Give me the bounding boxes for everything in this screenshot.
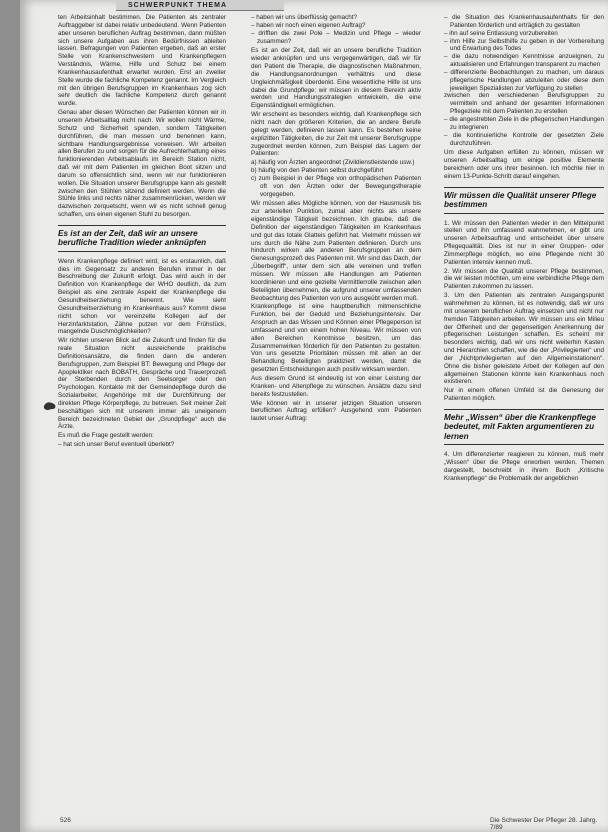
task-list	[444, 14, 604, 147]
list-item: – ihm Hilfe zur Selbsthilfe zu geben in der Vorbereitung und Erwartung des Todes	[444, 37, 604, 53]
list-item: zwischen den verschiedenen Berufsgruppen zu vermitteln und anhand der gesamten Informationen Pflegeziele mit dem Patienten zu erstellen	[444, 92, 604, 116]
list-item: – die kontinuierliche Kontrolle der gesetzten Ziele durchzuführen.	[444, 131, 604, 147]
lettered-list	[251, 159, 421, 198]
list-item: b) häufig von den Patienten selbst durchgeführt	[251, 167, 384, 175]
column-left	[58, 14, 226, 814]
magazine-page	[20, 0, 608, 832]
journal-footer: Die Schwester Der Pfleger 28. Jahrg. 7/89	[490, 817, 598, 831]
running-head: SCHWERPUNKT THEMA	[116, 0, 284, 11]
paragraph: Es muß die Frage gestellt werden:	[58, 432, 154, 440]
paragraph: 2. Wir müssen die Qualität unserer Pflege bestimmen, die wir leisten möchten, um eine verbindliche Pflege dem Patienten zukommen zu lassen.	[444, 267, 604, 291]
list-item: – die angestrebten Ziele in die pflegerischen Handlungen zu integrieren	[444, 115, 604, 131]
paragraph: Aus diesem Grund ist eindeutig ist von einer Leistung der Kranken- und Altenpflege zu wünschen. Ansätze dazu sind bereits festzustellen.	[251, 374, 421, 398]
paragraph: Krankenpflege ist eine hauptberuflich mitmenschliche Funktion, bei der Geduld und Beziehungsintensiv. Der Anspruch an das Wissen und Können einer Pflegeperson ist umfassend und von einem hohen Niveau. Wir müssen von allen Bereichen Kenntnisse besitzen, um das Zusammenwirken förderlich für den Patienten zu gestalten. Von uns gesetzte Prioritäten müssen mit allen an der Behandlung Beteiligten praktiziert werden, damit die gesetzten Entscheidungen auch positiv wirksam werden.	[251, 303, 421, 374]
paragraph: Wenn Krankenpflege definiert wird, ist es erstaunlich, daß dies im Gegensatz zu anderen Berufen immer in der Beschreibung der Zukunft erfolgt. Das wird auch in der Definition von Krankenpflege der WHO deutlich, da zum Beispiel als eine zentrale Aspekt der Krankenpflege die Gesundheitserziehung benennt. Wie sieht Gesundheitserziehung im Krankenhaus aus? Kommt diese nicht schon vor vereinzelte Kollegen auf der Herzinfarktstation, Zähne putzen vor dem Frühstück, mangelnde Duschmöglichkeiten?	[58, 257, 226, 336]
paragraph: 3. Um den Patienten als zentralen Ausgangspunkt wahrnehmen zu können, ist es notwendig, daß wir uns mit unserem beruflichen Auftrag einsetzen und nicht nur fremden Tätigkeiten arbeiten. Wir müssen uns ein Milieu der Offenheit und der gegenseitigen Anerkennung der pflegerischen Leistungen schaffen. Es scheint mir besonders wichtig, daß wir uns nicht weiterhin Kasten und Hierarchien schaffen, wie die der „Privilegierten“ und der „Nichtprivilegierten auf den Allgemeinstationen“. Ohne die bisher geleistete Arbeit der Kollegen auf den allgemeinen Stationen könnte kein Krankenhaus noch existieren.	[444, 292, 604, 386]
list-item: – haben wir noch einen eigenen Auftrag?	[251, 21, 366, 29]
paragraph: 1. Wir müssen den Patienten wieder in den Mittelpunkt stellen und ihn umfassend wahrnehmen, er gibt uns unseren Arbeitsauftrag und entscheidet über unsere Pflegequalität. Dies ist nur in einer Gruppen- oder Zimmerpflege möglich, wo eine Pflegende nicht 30 Patienten intensiv kennen muß.	[444, 219, 604, 266]
column-middle	[251, 14, 421, 814]
ink-blot-mark	[42, 400, 58, 412]
list-item: c) zum Beispiel in der Pflege von orthopädischen Patienten oft von den Ärzten oder der Bewegungstherapie vorgegeben.	[251, 174, 421, 198]
paragraph: Wie können wir in unserer jetzigen Situation unseren beruflichen Auftrag erfüllen? Ausgehend vom Patienten lautet unser Auftrag:	[251, 399, 421, 423]
list-item: – differenzierte Beobachtungen zu machen, um daraus pflegerische Handlungen abzuleiten oder diese dem jeweiligen Spezialisten zur Verfügung zu stellen	[444, 68, 604, 92]
page-number: 526	[60, 817, 71, 824]
paragraph: Um diese Aufgaben erfüllen zu können, müssen wir unseren Arbeitsalltag um einige positive Elemente bereichern oder uns ihrer besinnen. Ich möchte hier in einem 13-Punkte-Schritt darauf eingehen.	[444, 149, 604, 180]
paragraph: Wir erscheint es besonders wichtig, daß Krankenpflege sich nicht nach den größeren Kriterien, die an andere Berufe gelegt werden, definieren lassen kann. Es bestehen keine explizitten Tätigkeiten, die zur Zeit mit unserer Berufsgruppe zugeordnet werden können, zum Beispiel das Lagern der Patienten:	[251, 111, 421, 158]
list-item: – die Situation des Krankenhausaufenthalts für den Patienten förderlich und erträglich zu gestalten	[444, 14, 604, 29]
list-item: – ihn auf seine Entlassung vorzubereiten	[444, 29, 558, 37]
column-right	[444, 14, 604, 814]
list-item: – drifften die zwei Pole – Medizin und Pflege – wieder zusammen?	[251, 29, 421, 45]
subheading: Es ist an der Zeit, daß wir an unsere berufliche Tradition wieder anknüpfen	[58, 225, 226, 252]
subheading: Mehr „Wissen“ über die Krankenpflege bedeutet, mit Fakten argumentieren zu lernen	[444, 409, 604, 445]
paragraph: Wir müssen alles Mögliche können, von der Hausmusik bis zur arteriellen Punktion, zumal aber nichts als unsere eigenständige Tätigkeit bezeichnen. Ich glaube, daß die Definition der eigenständigen Tätigkeiten im Krankenhaus und gut das totale Glatteis geführt hat. Vielmehr müssen wir uns durch die Nähe zum Patienten definieren. Durch uns hindurch wirken alle anderen Berufsgruppen an dem Genesungsprozeß des Patienten mit. Wir sind das Dach, der „Überbegriff“, unter dem sich alle vereinen und treffen müssen. Wir müssen alle Handlungen am Patienten koordinieren und eine gezielte Vermittlerrolle zwischen allen Beteiligten übernehmen, die aufgrund unserer umfassenden Beobachtung des Patienten von uns ausgeübt werden muß.	[251, 200, 421, 302]
paragraph: Wir richten unseren Blick auf die Zukunft und finden für die reale Situation nicht ausreichende praktische Definitionsansätze, die finden dann die anderen Berufsgruppen, zum Beispiel BT: Bewegung und Pflege der Apoplektiker nach BOBATH, Gespräche und Trauerprozeß der Sterbenden durch den Seelsorger oder den Psychologen. Kontakte mit der Gemeindepflege durch die Sozialarbeiter, Angehörige mit der Durchführung der direkten Pflege Körperpflege, zu betreuen. Seit meiner Zeit beschäftigen sich mit unserem immer als uneigenem Bereich bezeichneten Gebiet der „Grundpflege“ auch die Ärzte.	[58, 337, 226, 431]
paragraph: Genau aber diesen Wünschen der Patienten können wir in unserem Arbeitsalltag nicht nach. Wir wollen nicht Wärme, Schutz und Sicherheit spenden, sondern Tätigkeiten durchführen, die man messen und benennen kann, sichtbare Handlungsergebnisse vorweisen. Wir arbeiten allen Berufen zu und sorgen für die Aufrechterhaltung eines funktionierenden Arbeitsablaufs im Bereich Station nicht, daß wir mit dem Patienten im gleichen Boot sitzen und darum so offensichtlich sind, wenn wir nur funktionieren wollen. Die Situation unserer Berufsgruppe kann als gestellt zwischen den Stühlen sitzend definiert werden. Wenn die Stühle links und rechts näher zusammenrücken, werden wir dazwischen zerquetscht, wenn wir es nicht schnell genug schaffen, uns einen eigenen Stuhl zu besorgen.	[58, 109, 226, 219]
list-item: – haben wir uns überflüssig gemacht?	[251, 14, 358, 21]
subheading: Wir müssen die Qualität unserer Pflege bestimmen	[444, 187, 604, 214]
question-list	[251, 14, 421, 45]
paragraph: – hat sich unser Beruf eventuell überlebt?	[58, 441, 175, 449]
list-item: a) häufig von Ärzten angeordnet (Zivildienstleistende usw.)	[251, 159, 415, 167]
paragraph: 4. Um differenzierter reagieren zu können, muß mehr „Wissen“ über die Pflege erworben werden. Themen dargestellt, beschreibt in ihrem Buch „Kritische Krankenpflege“ die Problematik der angeblichen	[444, 451, 604, 482]
list-item: – die dazu notwendigen Kenntnisse anzueignen, zu aktualisieren und Erfahrungen transparent zu machen	[444, 53, 604, 69]
paragraph: Es ist an der Zeit, daß wir an unsere berufliche Tradition wieder anknüpfen und uns vergegenwärtigen, daß wir für den Patient die Therapie, die diagnostischen Maßnahmen, die Handlungsanordnungen verhältnis und diese Ungleichmäßigkeit überdenkt. Eine wesentliche Hilfe ist uns dabei die Grundpflege: wir müssen in diesem Bereich aktiv werden und Handlungsstrategien entwickeln, die eine Eigenständigkeit ermöglichen.	[251, 47, 421, 110]
paragraph: ten Arbeitsinhalt bestimmen. Die Patienten als zentraler Auftraggeber ist dabei relativ unbedeutend. Wenn Patienten aber unseren beruflichen Auftrag bestimmen, dann müßten sich unsere Aufgaben aus ihren Bedürfnissen ableiten lassen. Befragungen von Patienten ergeben, daß an erster Stelle von Krankenschwestern und Krankenpflegern Verständnis, Wärme, Hilfe und Schutz bei einem Krankenhausaufenthalt erwartet wurden. Erst an zweiter Stelle wurde die fachliche Kompetenz genannt. Im Vergleich mit den übrigen Berufsgruppen im Krankenhaus zog sich sehr deutlich die fachliche Kompetenz durch genannt wurde.	[58, 14, 226, 108]
paragraph: Nur in einem offenen Umfeld ist die Genesung der Patienten möglich.	[444, 387, 604, 403]
